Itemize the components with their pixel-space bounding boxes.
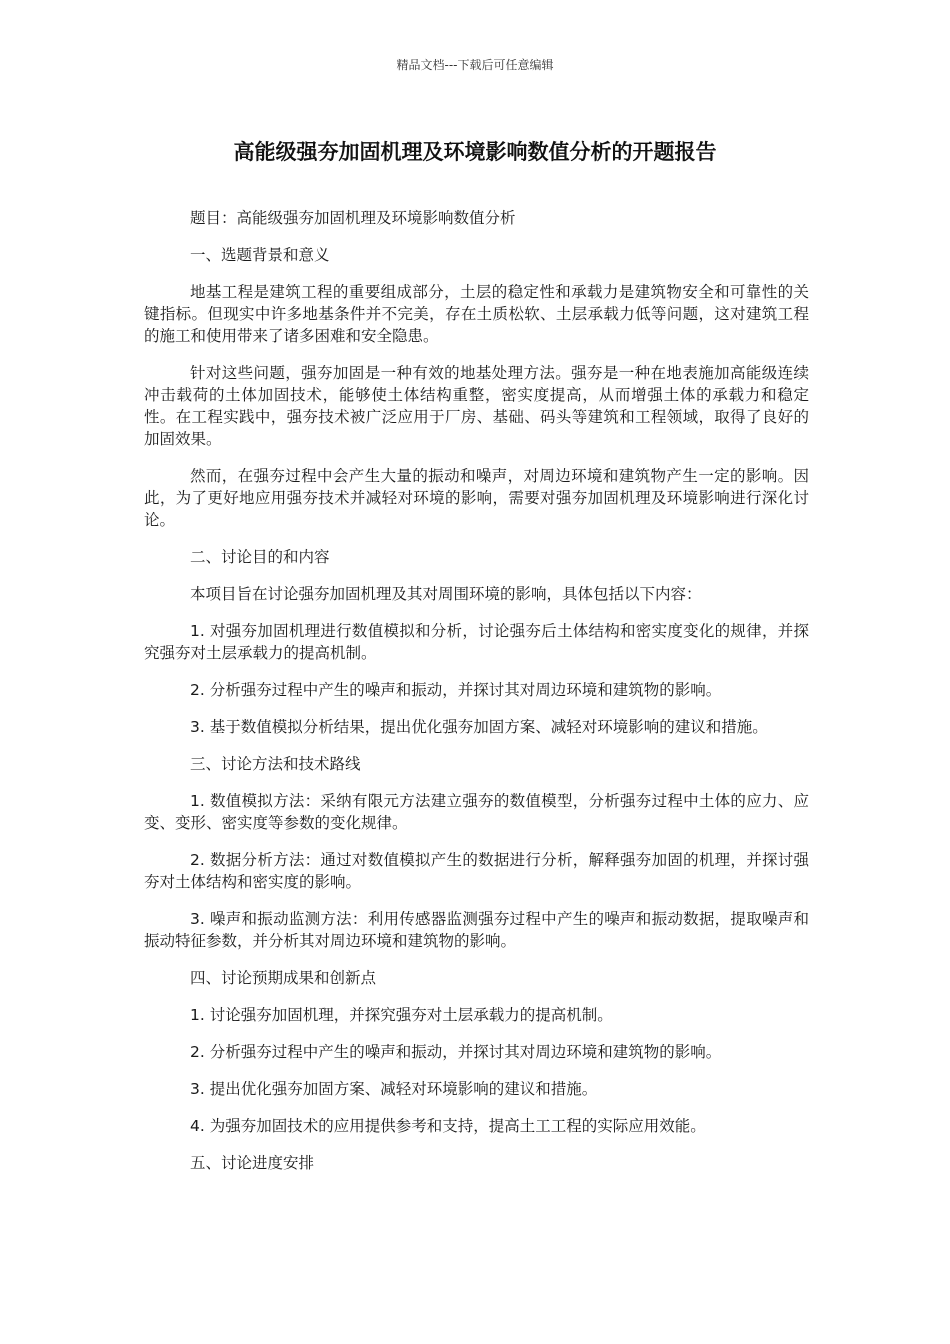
paragraph-background-3: 然而，在强夯过程中会产生大量的振动和噪声，对周边环境和建筑物产生一定的影响。因此，为了更好地应用强夯技术并减轻对环境的影响，需要对强夯加固机理及环境影响进行深化讨论。 xyxy=(144,467,809,529)
list-item-outcome-2: 2. 分析强夯过程中产生的噪声和振动，并探讨其对周边环境和建筑物的影响。 xyxy=(190,1043,722,1061)
section-heading-schedule: 五、讨论进度安排 xyxy=(190,1154,315,1172)
section-heading-background: 一、选题背景和意义 xyxy=(190,246,330,264)
document-body xyxy=(144,207,809,1189)
list-item-objective-1: 1. 对强夯加固机理进行数值模拟和分析，讨论强夯后土体结构和密实度变化的规律，并探究强夯对土层承载力的提高机制。 xyxy=(144,622,809,662)
section-heading-methods: 三、讨论方法和技术路线 xyxy=(190,755,361,773)
list-item-objective-2: 2. 分析强夯过程中产生的噪声和振动，并探讨其对周边环境和建筑物的影响。 xyxy=(190,681,722,699)
list-item-method-2: 2. 数据分析方法：通过对数值模拟产生的数据进行分析，解释强夯加固的机理，并探讨强夯对土体结构和密实度的影响。 xyxy=(144,851,809,891)
list-item-outcome-1: 1. 讨论强夯加固机理，并探究强夯对土层承载力的提高机制。 xyxy=(190,1006,613,1024)
topic-line: 题目：高能级强夯加固机理及环境影响数值分析 xyxy=(190,209,516,227)
paragraph-background-2: 针对这些问题，强夯加固是一种有效的地基处理方法。强夯是一种在地表施加高能级连续冲击载荷的土体加固技术，能够使土体结构重整，密实度提高，从而增强土体的承载力和稳定性。在工程实践中，强夯技术被广泛应用于厂房、基础、码头等建筑和工程领域，取得了良好的加固效果。 xyxy=(144,364,809,448)
document-title: 高能级强夯加固机理及环境影响数值分析的开题报告 xyxy=(233,140,717,164)
header-note: 精品文档---下载后可任意编辑 xyxy=(396,58,554,72)
paragraph-background-1: 地基工程是建筑工程的重要组成部分，土层的稳定性和承载力是建筑物安全和可靠性的关键指标。但现实中许多地基条件并不完美，存在土质松软、土层承载力低等问题，这对建筑工程的施工和使用带来了诸多困难和安全隐患。 xyxy=(144,283,809,345)
list-item-outcome-4: 4. 为强夯加固技术的应用提供参考和支持，提高土工工程的实际应用效能。 xyxy=(190,1117,706,1135)
section-heading-objectives: 二、讨论目的和内容 xyxy=(190,548,330,566)
list-item-outcome-3: 3. 提出优化强夯加固方案、减轻对环境影响的建议和措施。 xyxy=(190,1080,598,1098)
list-item-objective-3: 3. 基于数值模拟分析结果，提出优化强夯加固方案、减轻对环境影响的建议和措施。 xyxy=(190,718,768,736)
list-item-method-3: 3. 噪声和振动监测方法：利用传感器监测强夯过程中产生的噪声和振动数据，提取噪声和振动特征参数，并分析其对周边环境和建筑物的影响。 xyxy=(144,910,809,950)
list-item-method-1: 1. 数值模拟方法：采纳有限元方法建立强夯的数值模型，分析强夯过程中土体的应力、应变、变形、密实度等参数的变化规律。 xyxy=(144,792,809,832)
paragraph-objectives-intro: 本项目旨在讨论强夯加固机理及其对周围环境的影响，具体包括以下内容： xyxy=(190,585,702,603)
section-heading-outcomes: 四、讨论预期成果和创新点 xyxy=(190,969,377,987)
